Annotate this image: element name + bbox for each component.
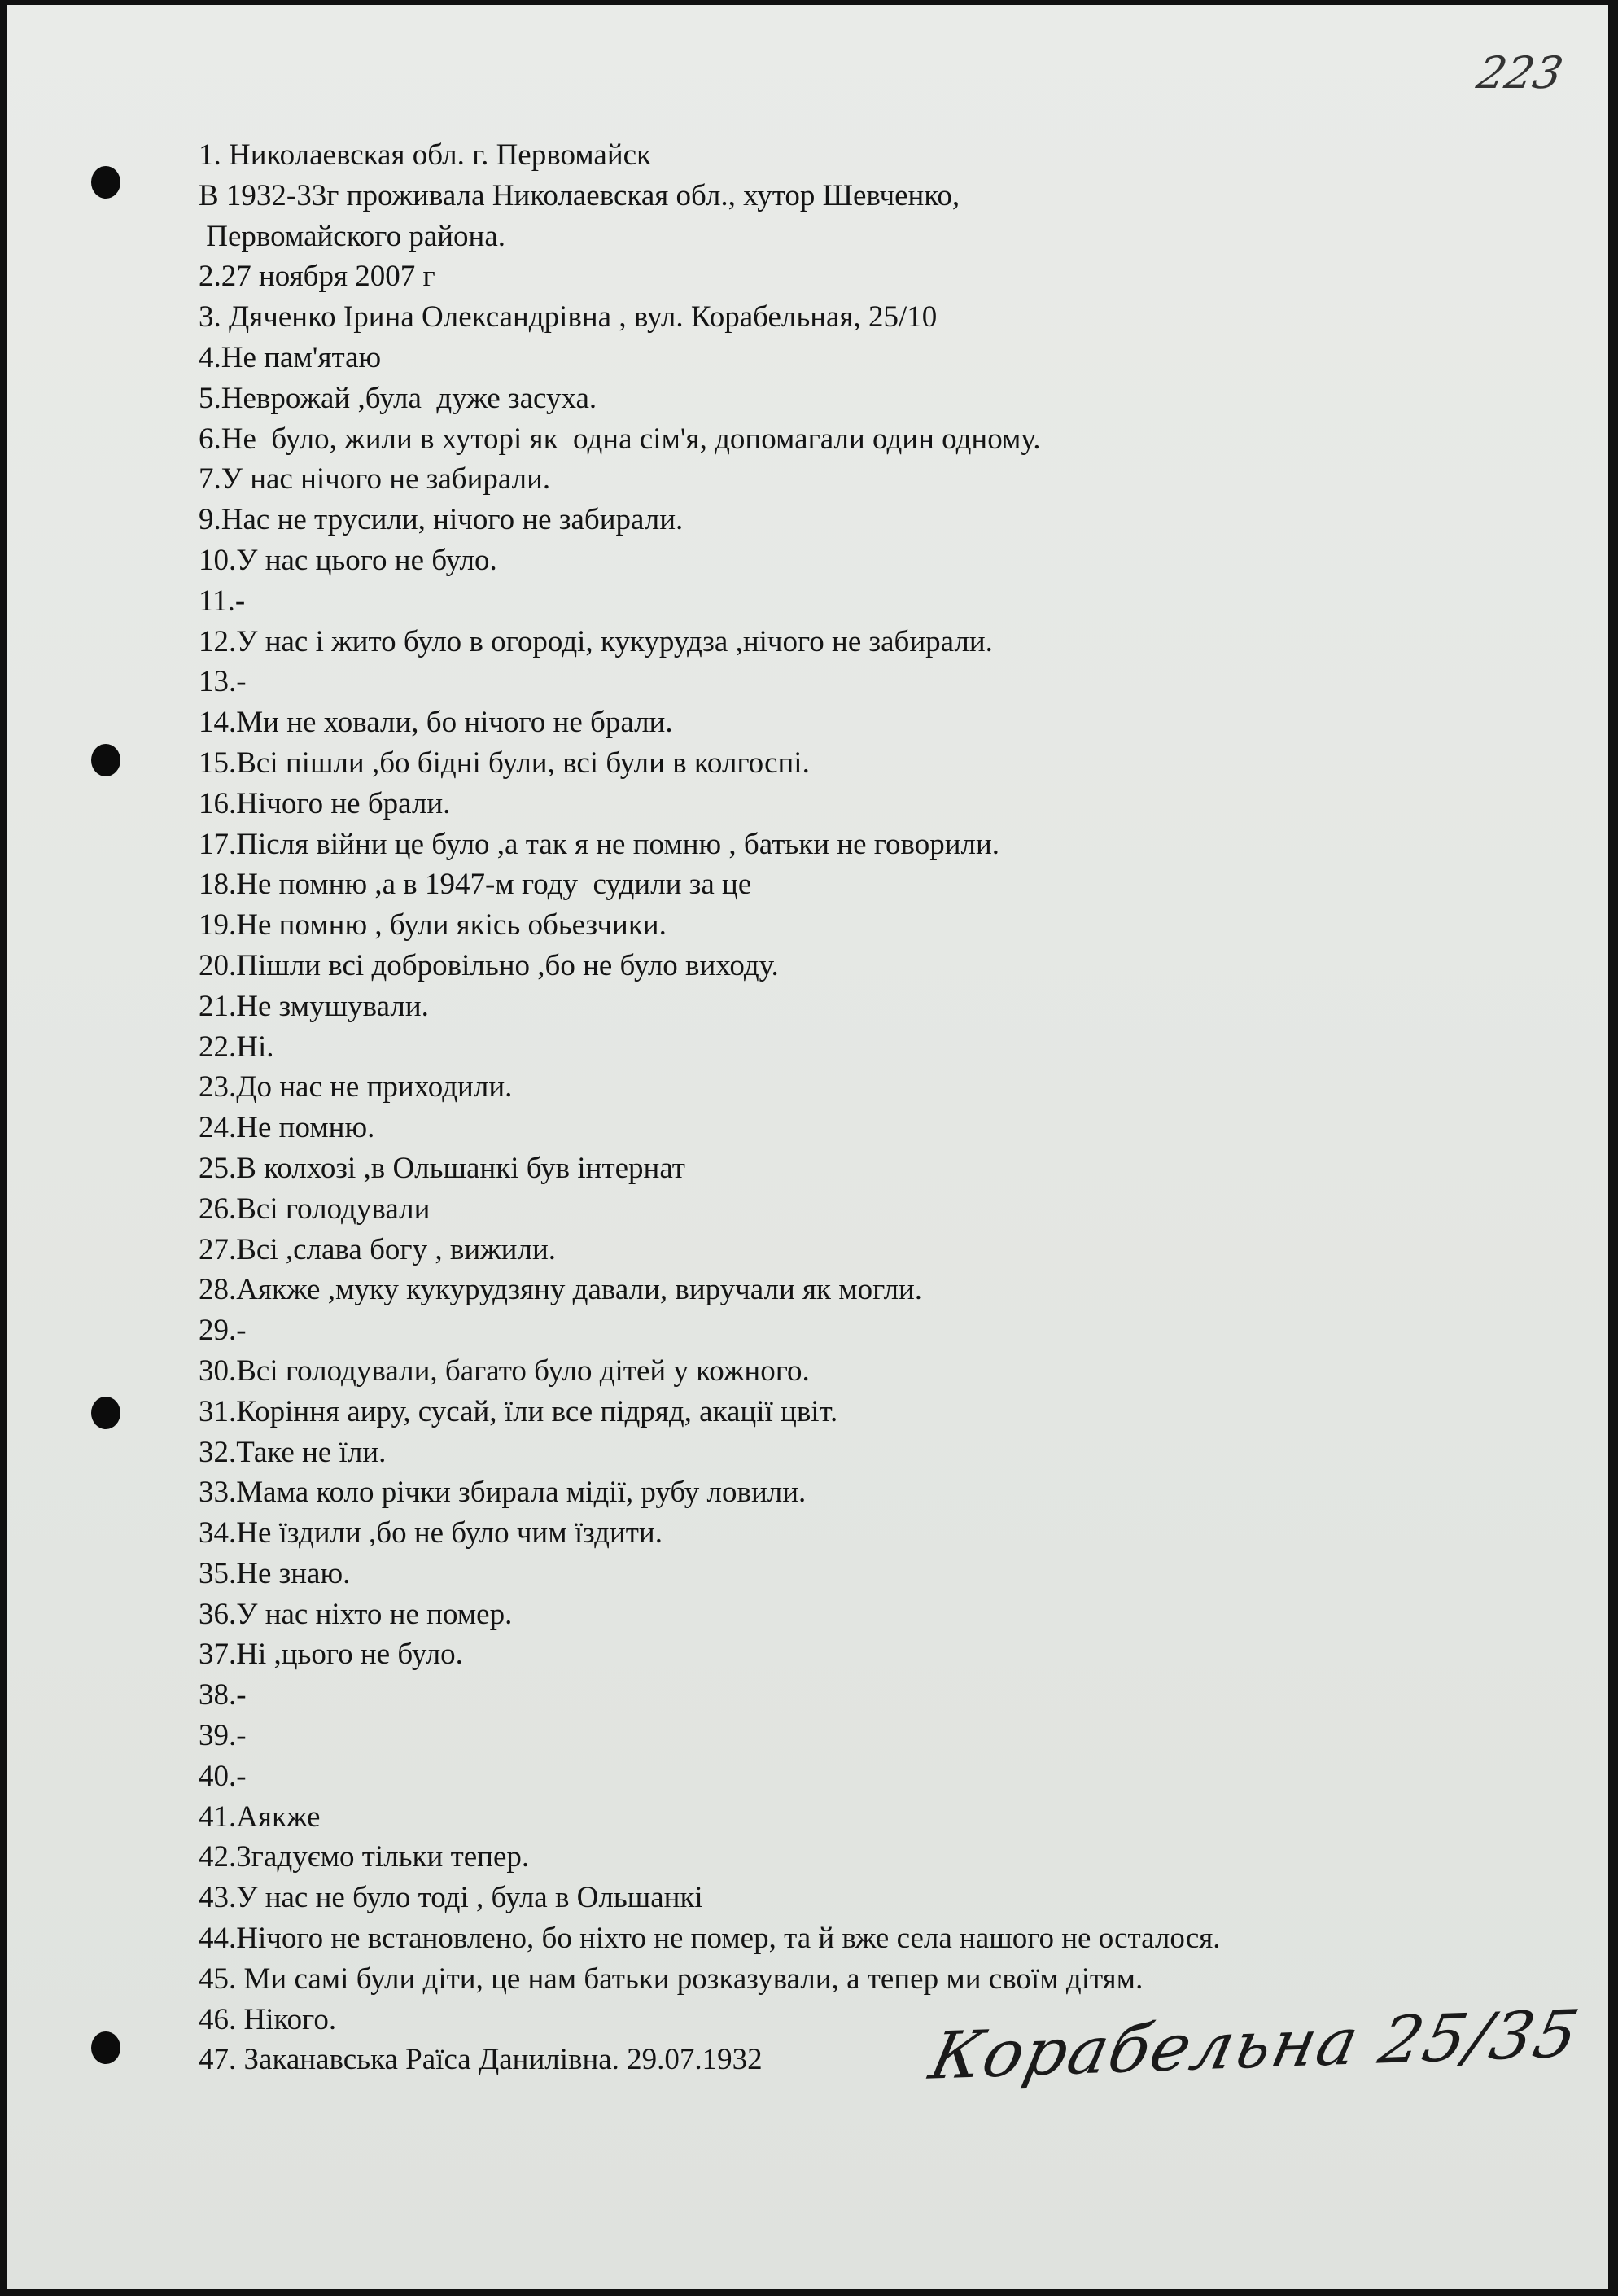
answer-line: 20.Пішли всі добровільно ,бо не було виходу.	[199, 948, 779, 982]
answer-line: 39.-	[199, 1719, 247, 1753]
answer-line: 36.У нас ніхто не помер.	[199, 1597, 513, 1631]
answer-line: 42.Згадуємо тільки тепер.	[199, 1840, 530, 1874]
answer-line: 5.Неврожай ,була дуже засуха.	[199, 381, 597, 415]
answer-line: 14.Ми не ховали, бо нічого не брали.	[199, 706, 673, 740]
answer-line: 4.Не пам'ятаю	[199, 340, 382, 374]
answer-line: 38.-	[199, 1678, 247, 1712]
handwritten-address: Корабельна 25/35	[923, 1996, 1587, 2094]
answer-line: 1. Николаевская обл. г. Первомайск	[199, 138, 652, 172]
answer-line: Первомайского района.	[199, 219, 506, 253]
punch-hole	[91, 744, 120, 776]
answer-line: 26.Всі голодували	[199, 1192, 431, 1226]
answer-line: 22.Ні.	[199, 1030, 274, 1064]
answer-line: 3. Дяченко Ірина Олександрівна , вул. Корабельная, 25/10	[199, 300, 938, 335]
answer-line: 46. Нікого.	[199, 2002, 337, 2036]
answer-line: 28.Аякже ,муку кукурудзяну давали, виручали як могли.	[199, 1273, 922, 1307]
answer-line: 25.В колхозі ,в Ольшанкі був інтернат	[199, 1151, 685, 1185]
answer-line: 33.Мама коло річки збирала мідії, рубу ловили.	[199, 1476, 807, 1510]
answer-line: 44.Нічого не встановлено, бо ніхто не помер, та й вже села нашого не осталося.	[199, 1922, 1221, 1956]
answer-line: 10.У нас цього не було.	[199, 543, 497, 577]
answer-line: 23.До нас не приходили.	[199, 1070, 513, 1104]
answer-line: 15.Всі пішли ,бо бідні були, всі були в колгоспі.	[199, 746, 810, 780]
answer-line: 18.Не помню ,а в 1947-м году судили за це	[199, 868, 752, 902]
answer-line: 37.Ні ,цього не було.	[199, 1638, 463, 1672]
answer-line: 13.-	[199, 665, 247, 699]
punch-hole	[91, 166, 120, 199]
document-page	[7, 5, 1608, 2289]
answer-line: 41.Аякже	[199, 1800, 321, 1834]
answer-line: 31.Коріння аиру, сусай, їли все підряд, акації цвіт.	[199, 1394, 838, 1428]
answer-line: 32.Таке не їли.	[199, 1435, 387, 1469]
answer-line: 16.Нічого не брали.	[199, 786, 451, 820]
answer-line: 17.Після війни це було ,а так я не помню , батьки не говорили.	[199, 827, 1000, 861]
answer-line: 6.Не було, жили в хуторі як одна сім'я, допомагали один одному.	[199, 422, 1041, 456]
answer-line: 9.Нас не трусили, нічого не забирали.	[199, 503, 684, 537]
answer-line: 24.Не помню.	[199, 1111, 375, 1145]
answer-line: 11.-	[199, 584, 246, 618]
answer-line: 30.Всі голодували, багато було дітей у кожного.	[199, 1354, 810, 1388]
answer-line: 40.-	[199, 1759, 247, 1793]
answer-line: 12.У нас і жито було в огороді, кукурудза ,нічого не забирали.	[199, 624, 993, 658]
answer-line: 45. Ми самі були діти, це нам батьки розказували, а тепер ми своїм дітям.	[199, 1961, 1144, 1996]
answer-line: 47. Заканавська Раїса Данилівна. 29.07.1932	[199, 2043, 763, 2077]
answer-line: 34.Не їздили ,бо не було чим їздити.	[199, 1516, 663, 1550]
answer-line: 7.У нас нічого не забирали.	[199, 462, 551, 496]
answer-line: 29.-	[199, 1314, 247, 1348]
punch-hole	[91, 2031, 120, 2064]
answer-line: 21.Не змушували.	[199, 989, 429, 1023]
answer-line: 2.27 ноября 2007 г	[199, 260, 435, 294]
page-number: 223	[1472, 47, 1568, 98]
answer-line: 19.Не помню , були якісь обьезчики.	[199, 908, 667, 942]
answer-line: В 1932-33г проживала Николаевская обл., хутор Шевченко,	[199, 178, 960, 212]
punch-hole	[91, 1397, 120, 1429]
questionnaire-answers	[199, 135, 1221, 2080]
answer-line: 35.Не знаю.	[199, 1556, 351, 1590]
answer-line: 27.Всі ,слава богу , вижили.	[199, 1232, 556, 1266]
answer-line: 43.У нас не було тоді , була в Ольшанкі	[199, 1881, 703, 1915]
